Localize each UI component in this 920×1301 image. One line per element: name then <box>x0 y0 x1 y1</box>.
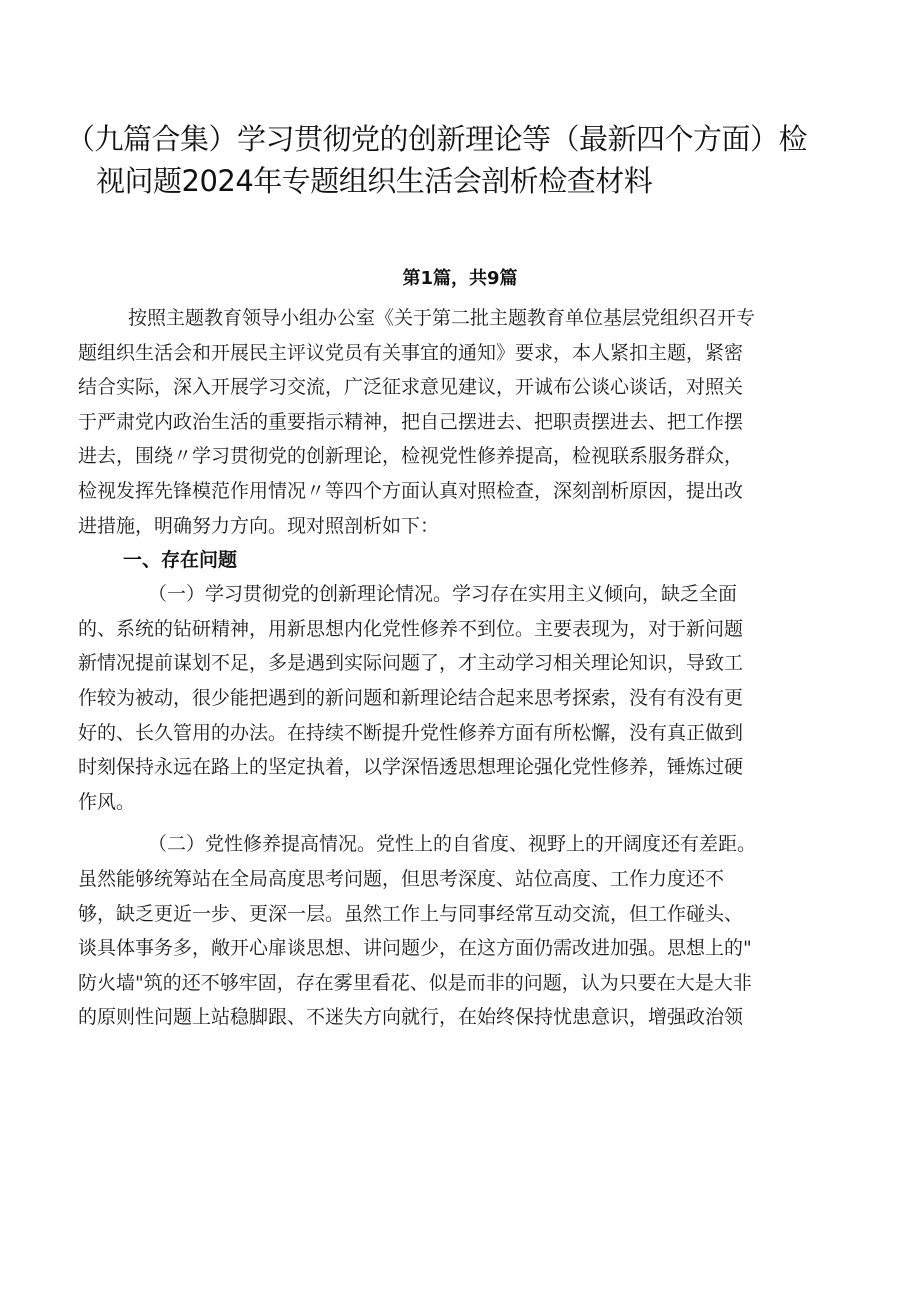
item-2-line: 谈具体事务多，敞开心扉谈思想、讲问题少，在这方面仍需改进加强。思想上的" <box>78 937 752 960</box>
item-2-line: （二）党性修养提高情况。党性上的自省度、视野上的开阔度还有差距。 <box>148 833 757 856</box>
paragraph-gap <box>78 819 838 827</box>
item-1-line: 作较为被动，很少能把遇到的新问题和新理论结合起来思考探索，没有有没有更 <box>78 686 744 709</box>
document-title <box>66 118 866 202</box>
document-body <box>78 301 838 1035</box>
title-line-2: 视问题2024年专题组织生活会剖析检查材料 <box>96 164 653 198</box>
item-2-paragraph <box>78 827 838 1035</box>
item-1-line: 好的、长久管用的办法。在持续不断提升党性修养方面有所松懈，没有真正做到 <box>78 721 744 744</box>
item-2-line: 的原则性问题上站稳脚跟、不迷失方向就行，在始终保持忧患意识，增强政治领 <box>78 1006 744 1029</box>
intro-line: 于严肃党内政治生活的重要指示精神，把自己摆进去、把职责摆进去、把工作摆 <box>78 410 744 433</box>
item-1-line: 新情况提前谋划不足，多是遇到实际问题了，才主动学习相关理论知识，导致工 <box>78 652 744 675</box>
intro-line: 按照主题教育领导小组办公室《关于第二批主题教育单位基层党组织召开专 <box>128 307 756 329</box>
item-1-line: 作风。 <box>78 790 136 813</box>
item-2-line: 够，缺乏更近一步、更深一层。虽然工作上与同事经常互动交流，但工作碰头、 <box>78 902 744 925</box>
item-1-line: 时刻保持永远在路上的坚定执着，以学深悟透思想理论强化党性修养，锤炼过硬 <box>78 756 744 779</box>
intro-line: 结合实际，深入开展学习交流，广泛征求意见建议，开诚布公谈心谈话，对照关 <box>78 376 744 399</box>
section-heading-problems: 一、存在问题 <box>123 549 238 572</box>
intro-line: 进去，围绕〃学习贯彻党的创新理论，检视党性修养提高，检视联系服务群众， <box>78 445 744 468</box>
item-1-paragraph <box>78 577 838 819</box>
intro-line: 检视发挥先锋模范作用情况〃等四个方面认真对照检查，深刻剖析原因，提出改 <box>78 479 744 502</box>
intro-line: 进措施，明确努力方向。现对照剖析如下： <box>78 514 440 537</box>
intro-paragraph <box>78 301 838 543</box>
title-line-1: （九篇合集）学习贯彻党的创新理论等（最新四个方面）检 <box>66 122 808 156</box>
item-2-line: 虽然能够统筹站在全局高度思考问题，但思考深度、站位高度、工作力度还不 <box>78 867 725 890</box>
intro-line: 题组织生活会和开展民主评议党员有关事宜的通知》要求，本人紧扣主题，紧密 <box>78 341 744 364</box>
item-2-line: 防火墙"筑的还不够牢固，存在雾里看花、似是而非的问题，认为只要在大是大非 <box>78 971 752 994</box>
item-1-line: 的、系统的钻研精神，用新思想内化党性修养不到位。主要表现为，对于新问题 <box>78 617 744 640</box>
part-heading: 第1篇，共9篇 <box>402 268 518 289</box>
item-1-line: （一）学习贯彻党的创新理论情况。学习存在实用主义倾向，缺乏全面 <box>148 583 738 606</box>
